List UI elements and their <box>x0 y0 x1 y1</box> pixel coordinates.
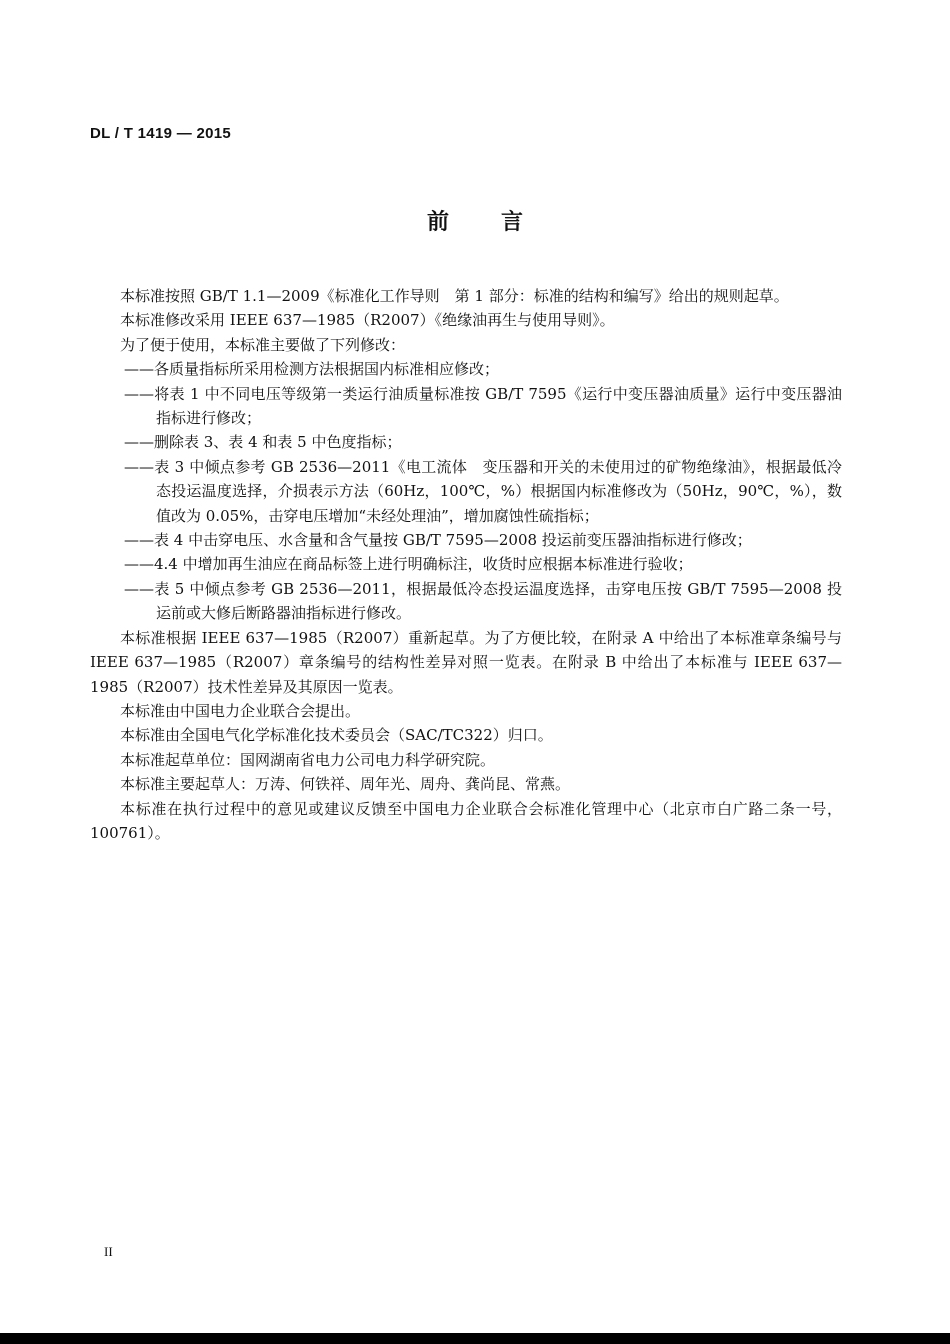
list-item: ——表 4 中击穿电压、水含量和含气量按 GB/T 7595—2008 投运前变压器油指标进行修改； <box>124 531 752 550</box>
document-body <box>90 284 842 845</box>
doc-code-header: DL / T 1419 — 2015 <box>90 125 232 142</box>
list-item: ——4.4 中增加再生油应在商品标签上进行明确标注，收货时应根据本标准进行验收； <box>124 555 693 574</box>
paragraph: 本标准根据 IEEE 637—1985（R2007）重新起草。为了方便比较，在附录 A 中给出了本标准章条编号与 IEEE 637—1985（R2007）章条编号的结构性差异对照一览表。在附录 B 中给出了本标准与 IEEE 637—1985（R2007）技术性差异及其原因一览表。 <box>90 628 842 696</box>
paragraph: 本标准由全国电气化学标准化技术委员会（SAC/TC322）归口。 <box>120 726 553 745</box>
page-number: II <box>104 1244 113 1259</box>
list-item: ——删除表 3、表 4 和表 5 中色度指标； <box>124 433 402 452</box>
paragraph: 本标准按照 GB/T 1.1—2009《标准化工作导则 第 1 部分：标准的结构和编写》给出的规则起草。 <box>120 287 789 305</box>
paragraph: 本标准在执行过程中的意见或建议反馈至中国电力企业联合会标准化管理中心（北京市白广路二条一号，100761）。 <box>90 799 842 842</box>
paragraph: 为了便于使用，本标准主要做了下列修改： <box>120 335 406 354</box>
list-item: ——将表 1 中不同电压等级第一类运行油质量标准按 GB/T 7595《运行中变压器油质量》运行中变压器油指标进行修改； <box>124 384 842 428</box>
list-item: ——各质量指标所采用检测方法根据国内标准相应修改； <box>124 360 500 379</box>
bottom-border <box>0 1333 950 1344</box>
paragraph: 本标准主要起草人：万涛、何铁祥、周年光、周舟、龚尚昆、常燕。 <box>120 775 571 794</box>
list-item: ——表 5 中倾点参考 GB 2536—2011，根据最低冷态投运温度选择，击穿电压按 GB/T 7595—2008 投运前或大修后断路器油指标进行修改。 <box>124 579 842 623</box>
page-title: 前言 <box>426 210 575 235</box>
paragraph: 本标准起草单位：国网湖南省电力公司电力科学研究院。 <box>120 750 496 769</box>
paragraph: 本标准修改采用 IEEE 637—1985（R2007）《绝缘油再生与使用导则》。 <box>120 311 615 330</box>
paragraph: 本标准由中国电力企业联合会提出。 <box>120 701 361 720</box>
list-item: ——表 3 中倾点参考 GB 2536—2011《电工流体 变压器和开关的未使用过的矿物绝缘油》，根据最低冷态投运温度选择，介损表示方法（60Hz，100℃，%）根据国内标准修改为（50Hz，90℃，%），数值改为 0.05%，击穿电压增加“未经处理油”，增加腐蚀性硫指标； <box>124 457 842 525</box>
